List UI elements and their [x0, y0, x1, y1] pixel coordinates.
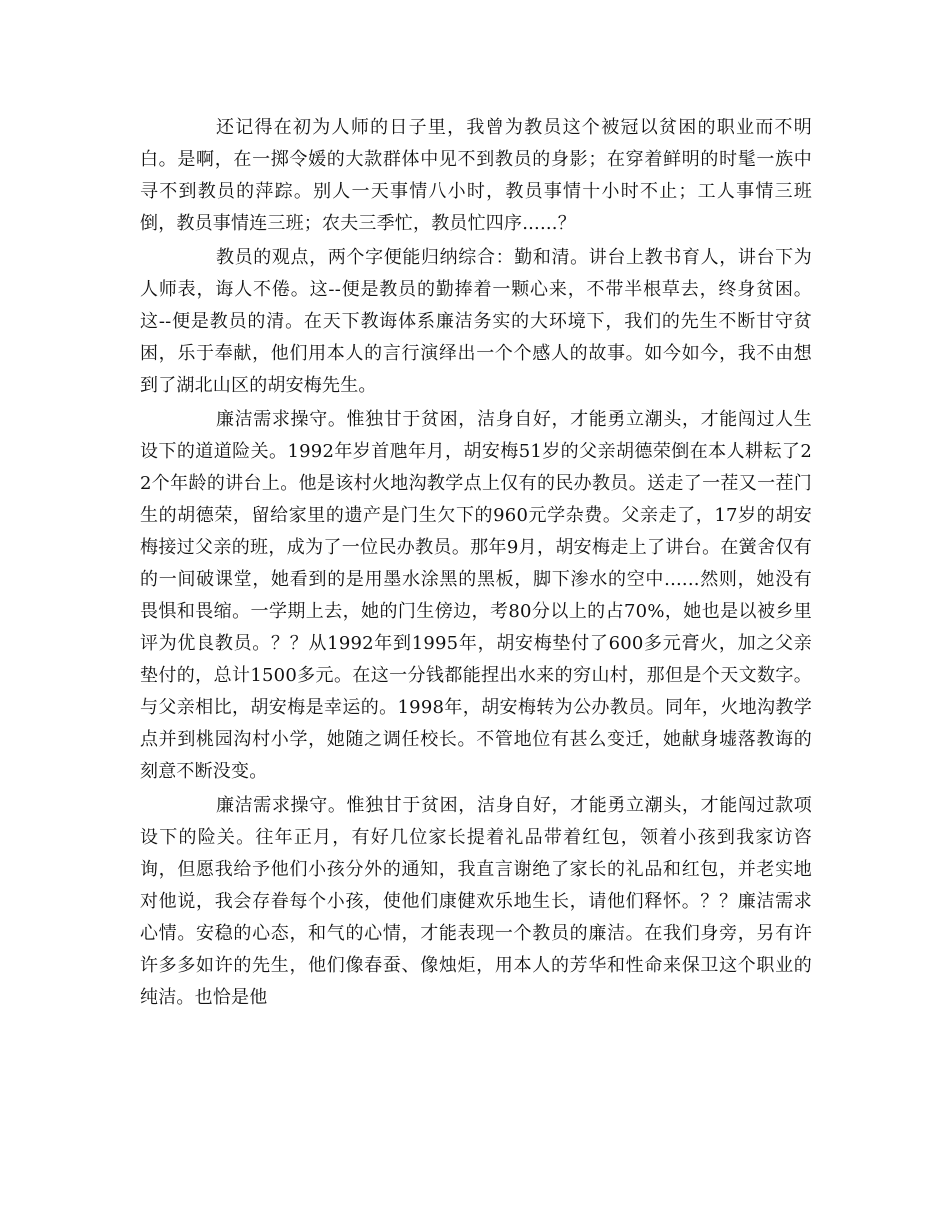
paragraph-1: 还记得在初为人师的日子里，我曾为教员这个被冠以贫困的职业而不明白。是啊，在一掷令媛的大款群体中见不到教员的身影；在穿着鲜明的时髦一族中寻不到教员的萍踪。别人一天事情八小时，教员事情十小时不止；工人事情三班倒，教员事情连三班；农夫三季忙，教员忙四序......？: [140, 117, 812, 234]
paragraph-3: 廉洁需求操守。惟独甘于贫困，洁身自好，才能勇立潮头，才能闯过人生设下的道道险关。1992年岁首虺年月，胡安梅51岁的父亲胡德荣倒在本人耕耘了22个年龄的讲台上。他是该村火地沟教学点上仅有的民办教员。送走了一茬又一茬门生的胡德荣，留给家里的遗产是门生欠下的960元学杂费。父亲走了，17岁的胡安梅接过父亲的班，成为了一位民办教员。那年9月，胡安梅走上了讲台。在黉舍仅有的一间破课堂，她看到的是用墨水涂黑的黑板，脚下渗水的空中......然则，她没有畏惧和畏缩。一学期上去，她的门生傍边，考80分以上的占70%，她也是以被乡里评为优良教员。？？从1992年到1995年，胡安梅垫付了600多元膏火，加之父亲垫付的，总计1500多元。在这一分钱都能捏出水来的穷山村，那但是个天文数字。与父亲相比，胡安梅是幸运的。1998年，胡安梅转为公办教员。同年，火地沟教学点并到桃园沟村小学，她随之调任校长。不管地位有甚么变迁，她献身墟落教诲的刻意不断没变。: [140, 409, 812, 782]
paragraph-4: 廉洁需求操守。惟独甘于贫困，洁身自好，才能勇立潮头，才能闯过款项设下的险关。往年正月，有好几位家长提着礼品带着红包，领着小孩到我家访咨询，但愿我给予他们小孩分外的通知，我直言谢绝了家长的礼品和红包，并老实地对他说，我会存眷每个小孩，使他们康健欢乐地生长，请他们释怀。？？廉洁需求心情。安稳的心态，和气的心情，才能表现一个教员的廉洁。在我们身旁，另有许许多多如许的先生，他们像春蚕、像烛炬，用本人的芳华和性命来保卫这个职业的纯洁。也恰是他: [140, 795, 812, 1008]
document-page: [140, 112, 812, 1014]
paragraph-2: 教员的观点，两个字便能归纳综合：勤和清。讲台上教书育人，讲台下为人师表，诲人不倦。这--便是教员的勤捧着一颗心来，不带半根草去，终身贫困。这--便是教员的清。在天下教诲体系廉洁务实的大环境下，我们的先生不断甘守贫困，乐于奉献，他们用本人的言行演绎出一个个感人的故事。如今如今，我不由想到了湖北山区的胡安梅先生。: [140, 247, 812, 396]
